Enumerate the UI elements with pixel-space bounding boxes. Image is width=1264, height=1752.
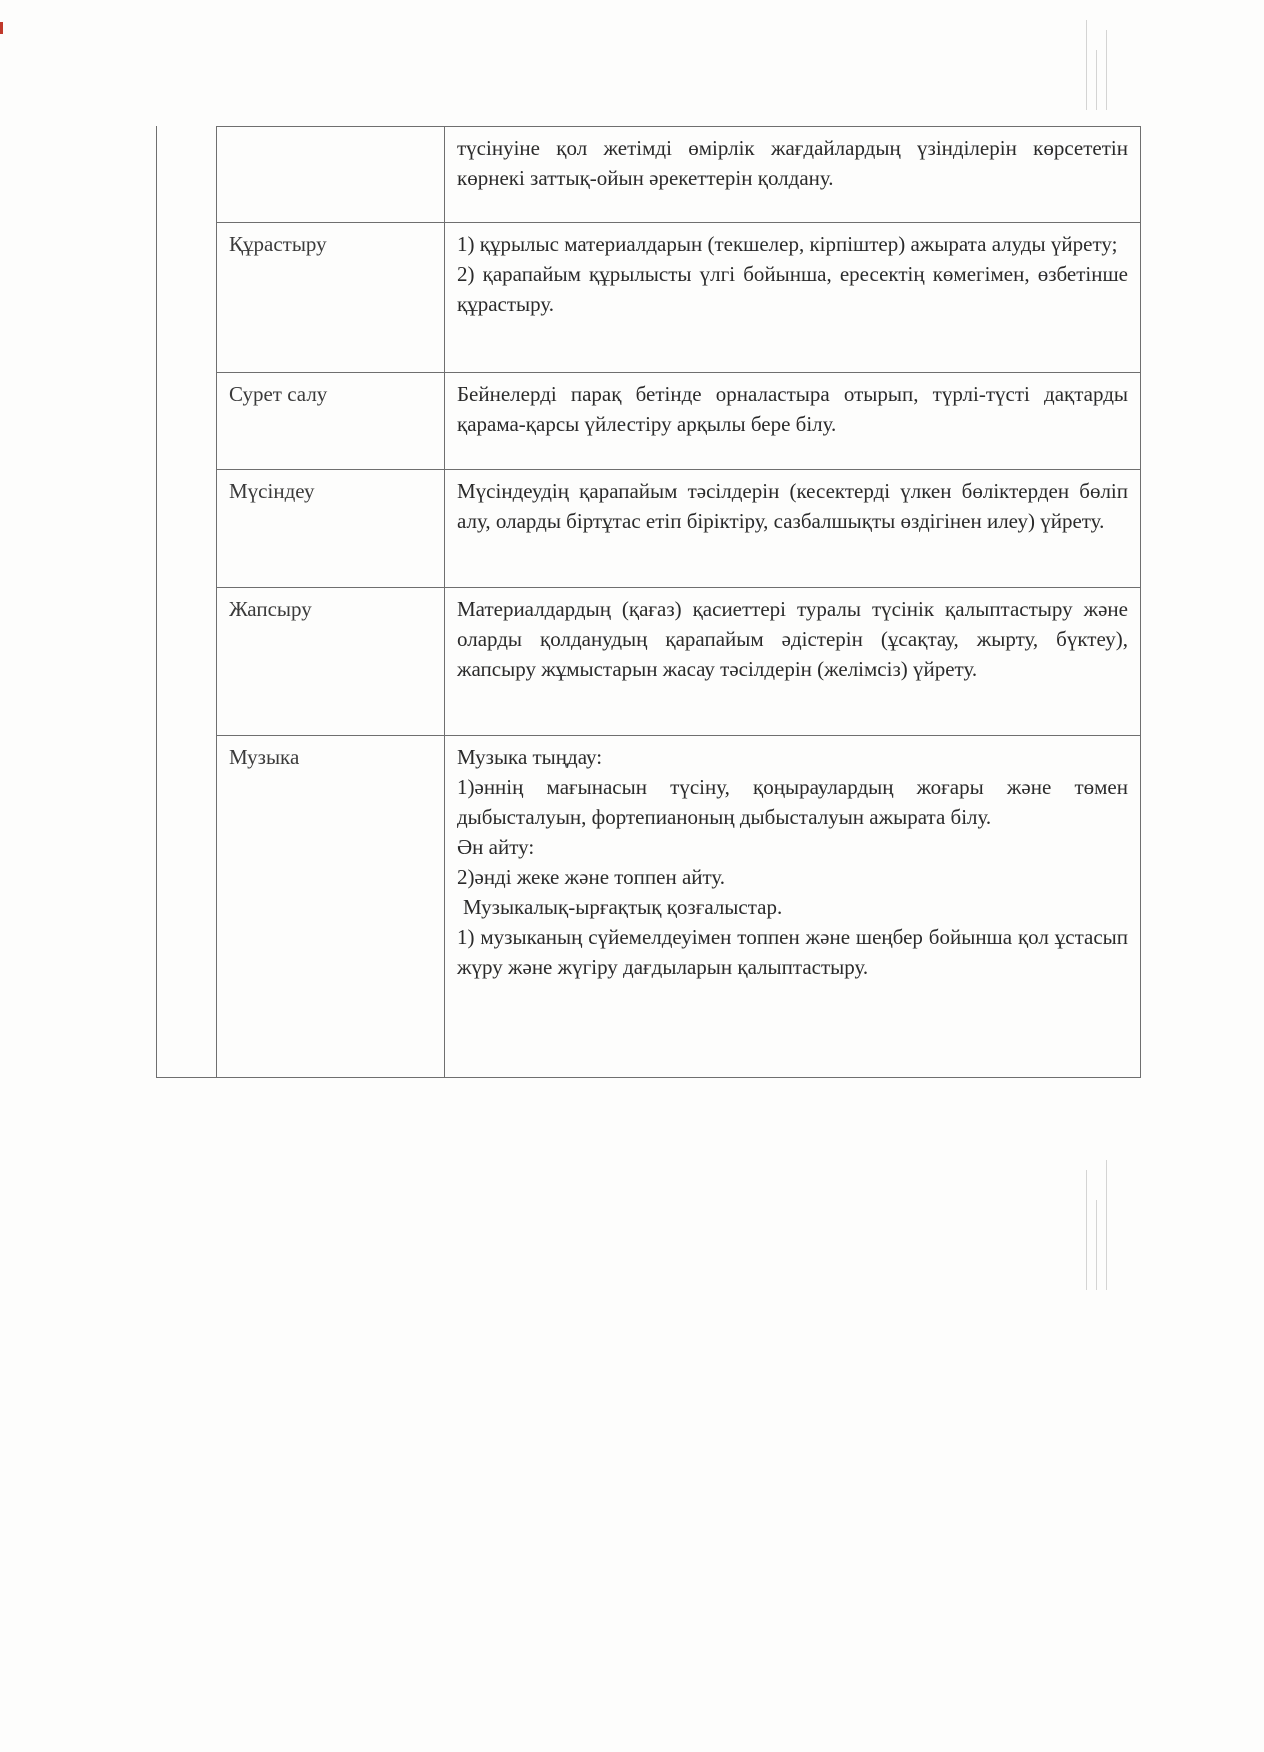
table-row xyxy=(217,736,1141,1078)
description-line: 1) музыканың сүйемелдеуімен топпен және шеңбер бойынша қол ұстасып жүру және жүгіру дағдыларын қалыптастыру. xyxy=(457,925,1128,979)
table-row xyxy=(217,223,1141,373)
description-line: Ән айту: xyxy=(457,835,535,859)
description-cell xyxy=(445,373,1141,470)
outer-left-border xyxy=(156,126,157,1077)
scan-artifact-middle xyxy=(1086,1160,1146,1300)
description-line: түсінуіне қол жетімді өмірлік жағдайлардың үзінділерін көрсететін көрнекі заттық-ойын әрекеттерін қолдану. xyxy=(457,136,1128,190)
description-cell xyxy=(445,127,1141,223)
description-cell xyxy=(445,470,1141,588)
table-row xyxy=(217,588,1141,736)
description-line: 2) қарапайым құрылысты үлгі бойынша, ересектің көмегімен, өзбетінше құрастыру. xyxy=(457,262,1128,316)
scan-edge-mark xyxy=(0,22,3,34)
description-line: Музыка тыңдау: xyxy=(457,745,603,769)
subject-cell: Құрастыру xyxy=(217,223,445,373)
description-line: Бейнелерді парақ бетінде орналастыра отырып, түрлі-түсті дақтарды қарама-қарсы үйлестіру арқылы бере білу. xyxy=(457,382,1128,436)
table-row xyxy=(217,470,1141,588)
scan-artifact-top xyxy=(1086,20,1146,120)
description-cell xyxy=(445,588,1141,736)
description-line: 1) құрылыс материалдарын (текшелер, кірпіштер) ажырата алуды үйрету; xyxy=(457,232,1118,256)
description-line: Музыкалық-ырғақтық қозғалыстар. xyxy=(463,895,783,919)
table-row xyxy=(217,373,1141,470)
description-line: 1)әннің мағынасын түсіну, қоңыраулардың жоғары және төмен дыбысталуын, фортепианоның дыбысталуын ажырата білу. xyxy=(457,775,1128,829)
description-cell xyxy=(445,223,1141,373)
description-line: Материалдардың (қағаз) қасиеттері туралы түсінік қалыптастыру және оларды қолданудың қарапайым әдістерін (ұсақтау, жырту, бүктеу), жапсыру жұмыстарын жасау тәсілдерін (желімсіз) үйрету. xyxy=(457,597,1128,681)
subject-cell xyxy=(217,127,445,223)
curriculum-table xyxy=(216,126,1141,1078)
subject-cell: Мүсіндеу xyxy=(217,470,445,588)
description-line: Мүсіндеудің қарапайым тәсілдерін (кесектерді үлкен бөліктерден бөліп алу, оларды біртұтас етіп біріктіру, сазбалшықты өздігінен илеу) үйрету. xyxy=(457,479,1128,533)
subject-cell: Сурет салу xyxy=(217,373,445,470)
table-row xyxy=(217,127,1141,223)
description-cell xyxy=(445,736,1141,1078)
subject-cell: Жапсыру xyxy=(217,588,445,736)
subject-cell: Музыка xyxy=(217,736,445,1078)
description-line: 2)әнді жеке және топпен айту. xyxy=(457,865,726,889)
